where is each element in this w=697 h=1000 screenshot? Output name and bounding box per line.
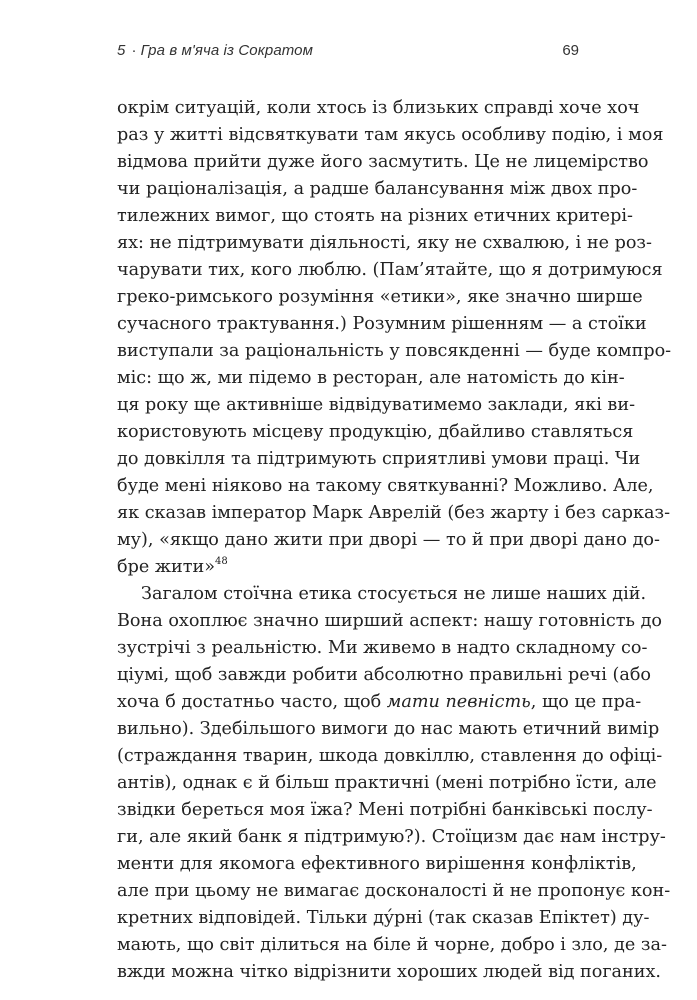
text-line: тилежних вимог, що стоять на різних етичних критері- [117, 206, 633, 226]
text-line: буде мені ніяково на такому святкуванні? Можливо. Але, [117, 476, 654, 496]
text-line: мають, що світ ділиться на біле й чорне, добро і зло, де за- [117, 935, 667, 955]
text-line: як сказав імператор Марк Аврелій (без жарту і без сарказ- [117, 503, 671, 523]
text-line: кретних відповідей. Тільки дýрні (так сказав Епіктет) ду- [117, 908, 650, 928]
text-line-with-emphasis [117, 689, 642, 716]
text-line: ціумі, щоб завжди робити абсолютно правильні речі (або [117, 665, 652, 685]
text-line: му), «якщо дано жити при дворі — то й при дворі дано до- [117, 530, 660, 550]
text-line: (страждання тварин, шкода довкіллю, ставлення до офіці- [117, 746, 663, 766]
text-line: сучасного трактування.) Розумним рішенням — а стоїки [117, 314, 647, 334]
text-line-first: Загалом стоїчна етика стосується не лише наших дій. [141, 584, 647, 604]
text-line: чарувати тих, кого люблю. (Пам’ятайте, що я дотримуюся [117, 260, 663, 280]
text-line: відмова прийти дуже його засмутить. Це не лицемірство [117, 152, 649, 172]
text-line: окрім ситуацій, коли хтось із близьких справді хоче хоч [117, 98, 640, 118]
paragraph-2 [117, 581, 671, 986]
chapter-number: 5 [117, 42, 126, 59]
chapter-heading [117, 42, 313, 59]
text-line: ця року ще активніше відвідуватимемо заклади, які ви- [117, 395, 636, 415]
text-line: звідки береться моя їжа? Мені потрібні банківські послу- [117, 800, 653, 820]
text-line: до довкілля та підтримують сприятливі умови праці. Чи [117, 449, 641, 469]
text-line: виступали за раціональність у повсякденні — буде компро- [117, 341, 672, 361]
text-line: раз у житті відсвяткувати там якусь особливу подію, і моя [117, 125, 664, 145]
text-segment: хоча б достатньо часто, щоб [117, 692, 387, 712]
text-line: Вона охоплює значно ширший аспект: нашу готовність до [117, 611, 663, 631]
text-line: менти для якомога ефективного вирішення конфліктів, [117, 854, 637, 874]
text-line: греко-римського розуміння «етики», яке значно ширше [117, 287, 643, 307]
text-line: антів), однак є й більш практичні (мені потрібно їсти, але [117, 773, 657, 793]
emphasis-text: мати певність [386, 692, 531, 712]
last-line-text: бре жити» [117, 557, 215, 577]
header-separator: · [131, 42, 137, 59]
text-segment: , що це пра- [530, 692, 642, 712]
running-header [117, 42, 579, 66]
footnote-reference[interactable]: 48 [215, 556, 228, 567]
text-line: ги, але який банк я підтримую?). Стоїцизм дає нам інстру- [117, 827, 666, 847]
paragraph-1 [117, 95, 672, 581]
text-line: але при цьому не вимагає досконалості й не пропонує кон- [117, 881, 671, 901]
text-line: чи раціоналізація, а радше балансування між двох про- [117, 179, 638, 199]
text-line: міс: що ж, ми підемо в ресторан, але натомість до кін- [117, 368, 625, 388]
chapter-title: Гра в м'яча із Сократом [140, 42, 314, 59]
text-line: користовують місцеву продукцію, дбайливо ставляться [117, 422, 634, 442]
text-line-last [117, 554, 579, 581]
text-line-last: вжди можна чітко відрізнити хороших людей від поганих. [117, 962, 662, 982]
page-number: 69 [562, 42, 579, 59]
text-line: вильно). Здебільшого вимоги до нас мають етичний вимір [117, 719, 660, 739]
text-line: зустрічі з реальністю. Ми живемо в надто складному со- [117, 638, 648, 658]
text-line: ях: не підтримувати діяльності, яку не схвалюю, і не роз- [117, 233, 652, 253]
body-text [117, 95, 672, 986]
